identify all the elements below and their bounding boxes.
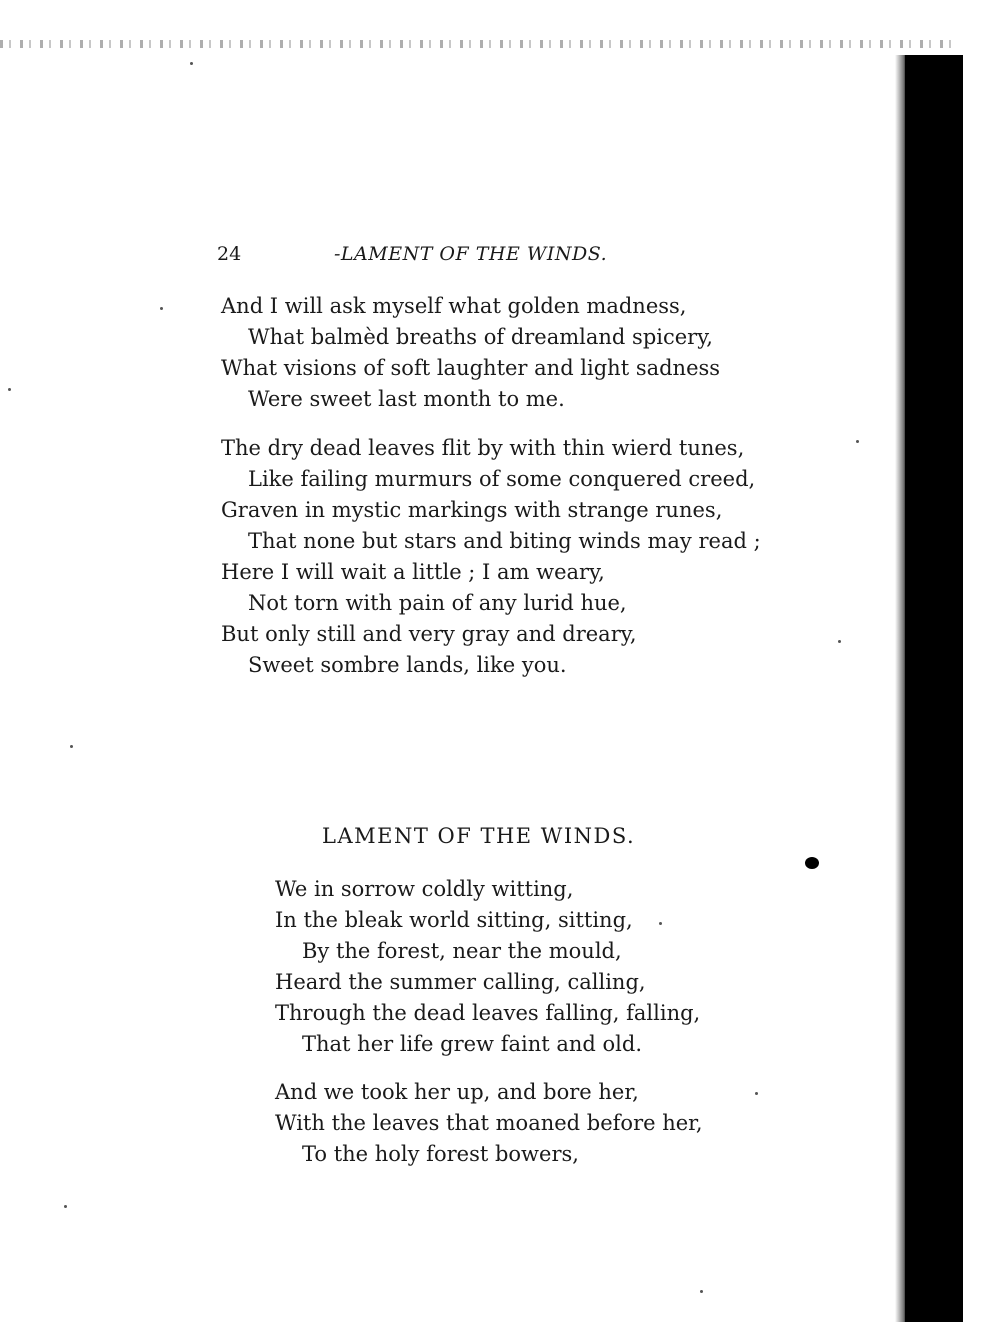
- poem-title: LAMENT OF THE WINDS.: [322, 824, 636, 848]
- ink-blot: [805, 857, 819, 869]
- scan-top-edge: [0, 40, 960, 48]
- running-head: -LAMENT OF THE WINDS.: [334, 243, 608, 265]
- verse-line: Were sweet last month to me.: [248, 387, 565, 411]
- verse-line: Not torn with pain of any lurid hue,: [248, 591, 627, 615]
- poem-stanza-2: [275, 1077, 703, 1170]
- verse-line: Here I will wait a little ; I am weary,: [221, 560, 605, 584]
- scan-speck: [856, 440, 859, 443]
- verse-line: But only still and very gray and dreary,: [221, 622, 637, 646]
- scan-speck: [838, 640, 841, 643]
- page-number: 24: [217, 243, 242, 265]
- verse-line: Sweet sombre lands, like you.: [248, 653, 567, 677]
- verse-line: That none but stars and biting winds may read ;: [248, 529, 761, 553]
- poem-stanza-1: [275, 874, 700, 1060]
- previous-poem-stanza-2: [221, 433, 761, 681]
- binding-bar: [905, 55, 963, 1322]
- scan-speck: [755, 1092, 758, 1095]
- verse-line: In the bleak world sitting, sitting,: [275, 908, 633, 932]
- verse-line: And we took her up, and bore her,: [275, 1080, 639, 1104]
- verse-line: The dry dead leaves flit by with thin wierd tunes,: [221, 436, 745, 460]
- verse-line: Like failing murmurs of some conquered creed,: [248, 467, 756, 491]
- scan-speck: [190, 62, 193, 65]
- verse-line: Heard the summer calling, calling,: [275, 970, 646, 994]
- scan-speck: [700, 1290, 703, 1293]
- verse-line: We in sorrow coldly witting,: [275, 877, 574, 901]
- verse-line: Through the dead leaves falling, falling,: [275, 1001, 701, 1025]
- scan-speck: [8, 388, 11, 391]
- verse-line: That her life grew faint and old.: [302, 1032, 642, 1056]
- scan-speck: [659, 922, 662, 925]
- scan-speck: [64, 1205, 67, 1208]
- scan-speck: [70, 745, 73, 748]
- verse-line: With the leaves that moaned before her,: [275, 1111, 703, 1135]
- previous-poem-stanza-1: [221, 291, 720, 415]
- scan-speck: [160, 307, 163, 310]
- verse-line: By the forest, near the mould,: [302, 939, 622, 963]
- verse-line: Graven in mystic markings with strange runes,: [221, 498, 723, 522]
- verse-line: And I will ask myself what golden madness,: [221, 294, 687, 318]
- verse-line: What balmèd breaths of dreamland spicery,: [248, 325, 713, 349]
- page-header: [217, 243, 837, 273]
- verse-line: To the holy forest bowers,: [302, 1142, 579, 1166]
- verse-line: What visions of soft laughter and light sadness: [221, 356, 721, 380]
